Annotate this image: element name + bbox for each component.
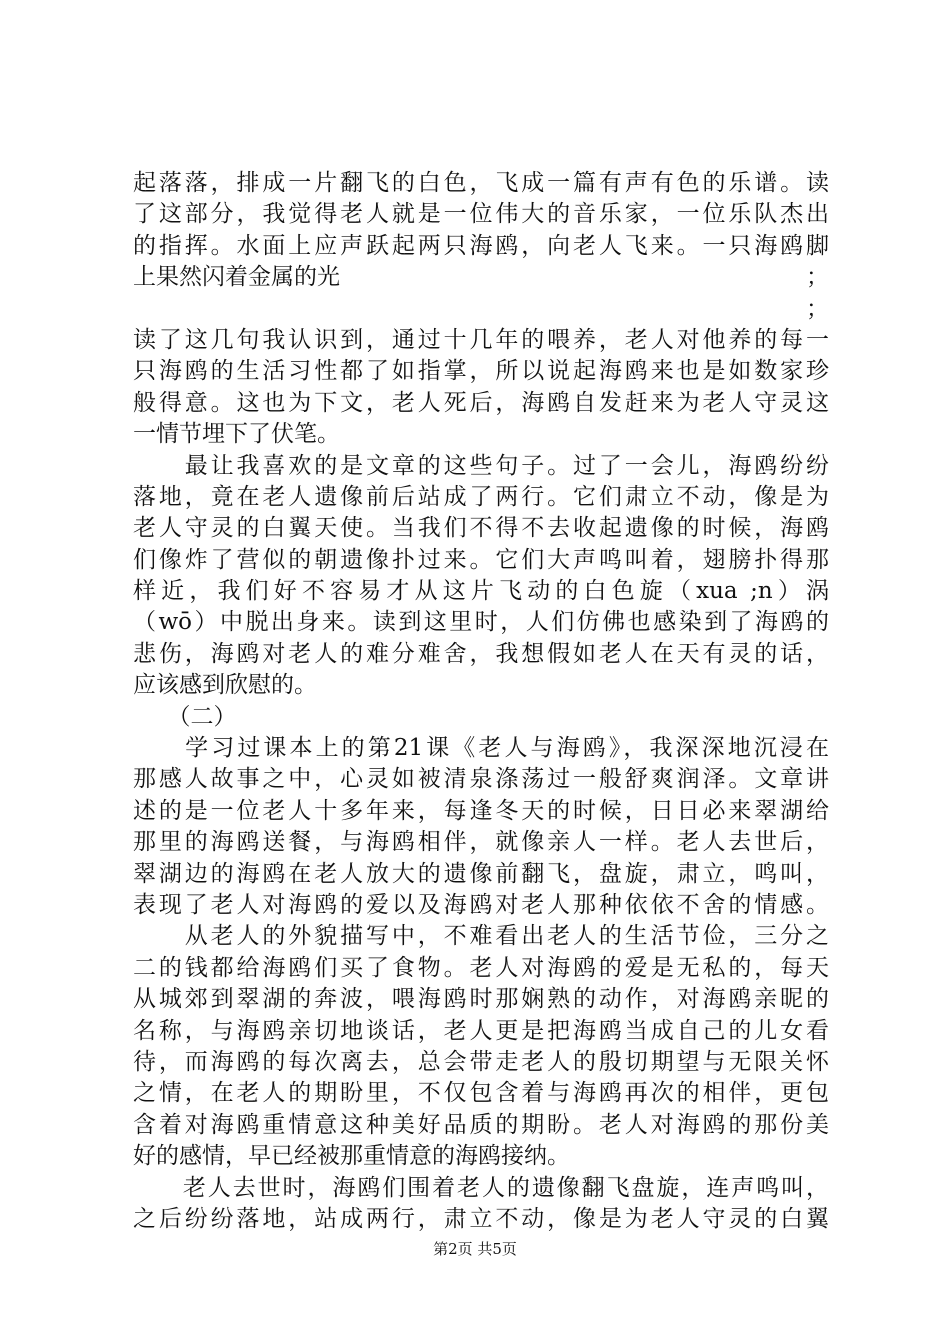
text-line: 们像炸了营似的朝遗像扑过来。它们大声鸣叫着，翅膀扑得那 [133,546,829,573]
text-line [133,294,829,325]
text-line: 好的感情，早已经被那重情意的海鸥接纳。 [133,1143,570,1170]
document-body [133,168,829,1235]
text-line: （wō）中脱出身来。读到这里时，人们仿佛也感染到了海鸥的 [133,609,829,636]
text-line: 读了这几句我认识到，通过十几年的喂养，老人对他养的每一 [133,326,829,353]
text-line: 样近，我们好不容易才从这片飞动的白色旋（xua ;n）涡 [133,578,829,605]
text-line: 二的钱都给海鸥们买了食物。老人对海鸥的爱是无私的，每天 [133,954,829,981]
text-line: 之情，在老人的期盼里，不仅包含着与海鸥再次的相伴，更包 [133,1080,829,1107]
text-line: 了这部分，我觉得老人就是一位伟大的音乐家，一位乐队杰出 [133,201,829,228]
text-line: 名称，与海鸥亲切地谈话，老人更是把海鸥当成自己的儿女看 [133,1017,829,1044]
text-line: 翠湖边的海鸥在老人放大的遗像前翻飞，盘旋，肃立，鸣叫， [133,860,829,887]
text-line-right: ； [806,264,829,291]
text-line: 一情节埋下了伏笔。 [133,421,340,448]
text-line: 悲伤，海鸥对老人的难分难舍，我想假如老人在天有灵的话， [133,640,829,667]
text-line: 的指挥。水面上应声跃起两只海鸥，向老人飞来。一只海鸥脚 [133,232,829,259]
text-line: 那里的海鸥送餐，与海鸥相伴，就像亲人一样。老人去世后， [133,829,829,856]
text-line: 含着对海鸥重情意这种美好品质的期盼。老人对海鸥的那份美 [133,1111,829,1138]
text-line: 从城郊到翠湖的奔波，喂海鸥时那娴熟的动作，对海鸥亲昵的 [133,986,829,1013]
text-line: 表现了老人对海鸥的爱以及海鸥对老人那种依依不舍的情感。 [133,891,829,918]
text-line: 般得意。这也为下文，老人死后，海鸥自发赶来为老人守灵这 [133,389,829,416]
text-line: 落地，竟在老人遗像前后站成了两行。它们肃立不动，像是为 [133,483,829,510]
text-line: 老人守灵的白翼天使。当我们不得不去收起遗像的时候，海鸥 [133,515,829,542]
text-line: 只海鸥的生活习性都了如指掌，所以说起海鸥来也是如数家珍 [133,358,829,385]
text-line: 最让我喜欢的是文章的这些句子。过了一会儿，海鸥纷纷 [133,452,829,479]
text-line: 待，而海鸥的每次离去，总会带走老人的殷切期望与无限关怀 [133,1048,829,1075]
text-line: 之后纷纷落地，站成两行，肃立不动，像是为老人守灵的白翼 [133,1205,829,1232]
text-line: 老人去世时，海鸥们围着老人的遗像翻飞盘旋，连声鸣叫， [133,1174,829,1201]
text-line-left: 上果然闪着金属的光 [133,264,340,291]
text-line: 述的是一位老人十多年来，每逢冬天的时候，日日必来翠湖给 [133,797,829,824]
text-line: 从老人的外貌描写中，不难看出老人的生活节俭，三分之 [133,923,829,950]
text-line-right: ； [806,295,829,322]
text-line: 应该感到欣慰的。 [133,672,317,699]
page-footer: 第2页 共5页 [433,1240,517,1258]
text-line: 起落落，排成一片翻飞的白色，飞成一篇有声有色的乐谱。读 [133,170,829,196]
text-line: 学习过课本上的第21课《老人与海鸥》，我深深地沉浸在 [133,735,829,762]
text-line: 那感人故事之中，心灵如被清泉涤荡过一般舒爽润泽。文章讲 [133,766,829,793]
text-line [133,262,829,293]
text-line: （二） [133,703,237,730]
